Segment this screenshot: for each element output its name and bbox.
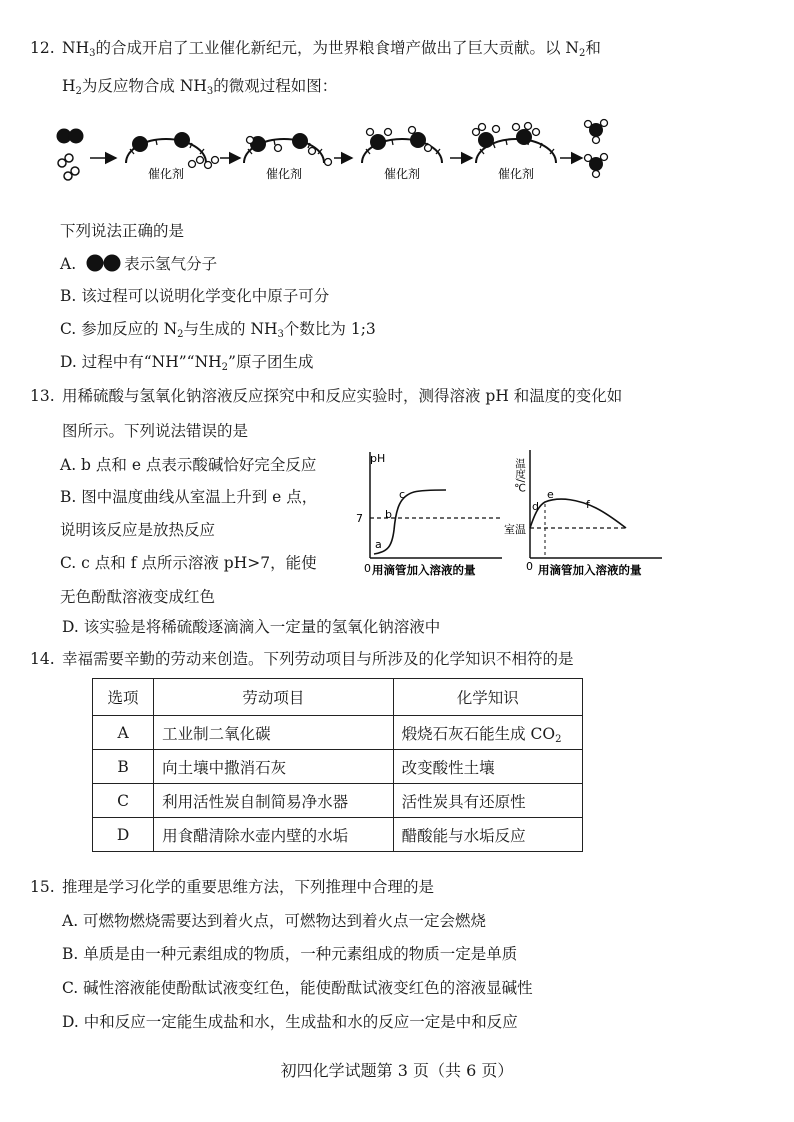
nitrogen-molecule-icon [85,254,123,272]
table-cell-task: 向土壤中撒消石灰 [154,750,393,784]
question-number: 15. [30,878,55,896]
question-number: 12. [30,39,55,57]
table-cell-option: C [93,784,154,818]
q13-option-a: A. b 点和 e 点表示酸碱恰好完全反应 [60,456,317,474]
ph-x-label: 用滴管加入溶液的量 [372,563,476,577]
q13-option-b-line1: B. 图中温度曲线从室温上升到 e 点， [60,488,318,506]
catalyst-label: 催化剂 [497,167,535,181]
table-cell-task: 用食醋清除水壶内壁的水垢 [154,818,393,852]
q13-stem-line2: 图所示。下列说法错误的是 [62,422,249,440]
q12-option-b: B. 该过程可以说明化学变化中原子可分 [60,287,330,305]
ph-curve [374,490,446,554]
q13-option-d: D. 该实验是将稀硫酸逐滴滴入一定量的氢氧化钠溶液中 [62,618,441,636]
labor-knowledge-table [92,678,583,852]
q12-stem-line1: 12. $NH_3$的合成开启了工业催化新纪元，为世界粮食增产做出了巨大贡献。以 $N_2$和 [30,39,601,59]
catalyst-label: 催化剂 [383,167,421,181]
ph-graph [352,446,512,582]
catalyst-stage-4 [473,123,557,182]
temp-origin-label: 0 [526,560,533,573]
question-number: 14. [30,650,55,668]
reactant-molecules [57,129,84,181]
ph-point-c: c [399,488,406,501]
q15-option-b: B. 单质是由一种元素组成的物质，一种元素组成的物质一定是单质 [62,945,518,963]
table-header: 劳动项目 [154,679,393,716]
table-cell-task: 工业制二氧化碳 [154,716,393,750]
q13-option-b-line2: 说明该反应是放热反应 [60,521,216,539]
table-header: 化学知识 [393,679,582,716]
table-cell-option: B [93,750,154,784]
q12-stem-line2: $H_2$为反应物合成 $NH_3$的微观过程如图： [62,77,338,97]
table-cell-knowledge: 活性炭具有还原性 [393,784,582,818]
table-header: 选项 [93,679,154,716]
product-molecules [585,120,608,178]
table-cell-knowledge: 煅烧石灰石能生成 $CO_2$ [393,716,582,750]
q15-stem: 15. 推理是学习化学的重要思维方法，下列推理中合理的是 [30,878,435,896]
q13-option-c-line2: 无色酚酞溶液变成红色 [60,588,216,606]
table-cell-option: D [93,818,154,852]
q15-option-c: C. 碱性溶液能使酚酞试液变红色，能使酚酞试液变红色的溶液显碱性 [62,979,533,997]
temperature-graph [500,446,670,582]
table-row [93,784,583,818]
ph-point-b: b [385,508,392,521]
table-cell-option: A [93,716,154,750]
synthesis-process-diagram [50,118,610,196]
table-cell-knowledge: 醋酸能与水垢反应 [393,818,582,852]
temp-level-label: 室温 [504,523,526,536]
page-footer: 初四化学试题第 3 页（共 6 页） [280,1061,514,1080]
table-header-row [93,679,583,716]
q13-stem-line1: 13. 用稀硫酸与氢氧化钠溶液反应探究中和反应实验时，测得溶液 pH 和温度的变化如 [30,387,623,405]
question-number: 13. [30,387,55,405]
temp-point-e: e [547,488,554,501]
temp-y-label: 温度/℃ [514,458,526,495]
table-cell-knowledge: 改变酸性土壤 [393,750,582,784]
table-row [93,716,583,750]
catalyst-stage-3 [362,127,442,182]
temp-x-label: 用滴管加入溶液的量 [538,563,642,577]
q13-option-c-line1: C. c 点和 f 点所示溶液 pH>7，能使 [60,554,317,572]
q15-option-d: D. 中和反应一定能生成盐和水，生成盐和水的反应一定是中和反应 [62,1013,518,1031]
catalyst-label: 催化剂 [265,167,303,181]
ph-point-a: a [375,538,382,551]
q14-stem: 14. 幸福需要辛勤的劳动来创造。下列劳动项目与所涉及的化学知识不相符的是 [30,650,574,668]
q12-option-a: A. 表示氢气分子 [60,255,218,273]
q12-question: 下列说法正确的是 [60,222,185,240]
catalyst-stage-1 [126,132,219,181]
temperature-curve [530,499,626,528]
table-row [93,750,583,784]
table-cell-task: 利用活性炭自制简易净水器 [154,784,393,818]
catalyst-stage-2 [244,133,332,181]
ph-origin-label: 0 [364,562,371,575]
temp-point-d: d [532,500,539,513]
q15-option-a: A. 可燃物燃烧需要达到着火点，可燃物达到着火点一定会燃烧 [62,912,487,930]
q12-option-d: D. 过程中有“$NH”“NH_2$”原子团生成 [60,353,314,373]
catalyst-label: 催化剂 [147,167,185,181]
ph-level-label: 7 [356,512,363,525]
q12-option-c: C. 参加反应的 $N_2$与生成的 $NH_3$个数比为 1;3 [60,320,376,340]
ph-y-label: pH [370,452,386,465]
table-row [93,818,583,852]
temp-point-f: f [586,498,590,511]
